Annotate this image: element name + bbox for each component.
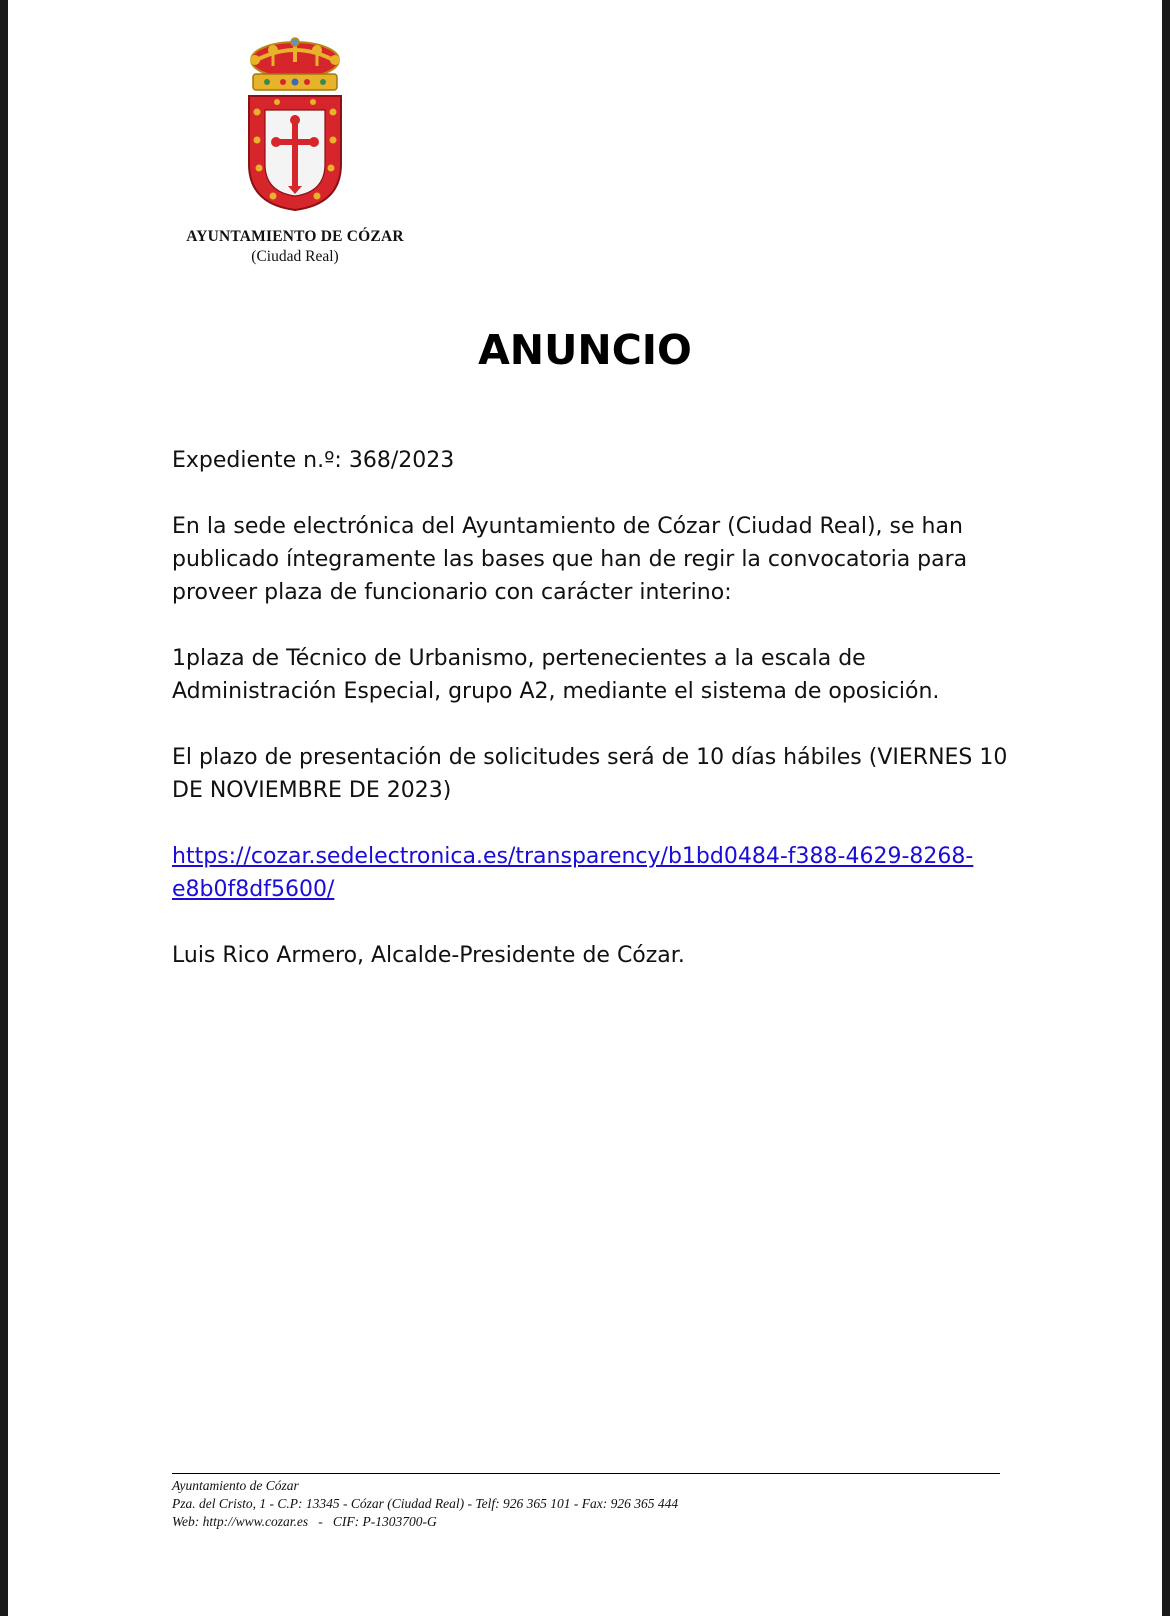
document-body bbox=[172, 444, 1012, 1005]
footer-web-cif: Web: http://www.cozar.es - CIF: P-1303700-G bbox=[172, 1514, 437, 1529]
footer-organization: Ayuntamiento de Cózar bbox=[172, 1478, 299, 1493]
paragraph-publication: En la sede electrónica del Ayuntamiento de Cózar (Ciudad Real), se han publicado íntegramente las bases que han de regir la convocatoria para proveer plaza de funcionario con carácter interino: bbox=[172, 514, 968, 605]
document-title: ANUNCIO bbox=[478, 326, 692, 374]
page-edge-left bbox=[0, 0, 8, 1616]
organization-region: (Ciudad Real) bbox=[251, 248, 339, 265]
footer-address: Pza. del Cristo, 1 - C.P: 13345 - Cózar (Ciudad Real) - Telf: 926 365 101 - Fax: 926 365 444 bbox=[172, 1496, 679, 1511]
transparency-link[interactable]: https://cozar.sedelectronica.es/transparency/b1bd0484-f388-4629-8268-e8b0f8df5600/ bbox=[172, 844, 974, 902]
coat-of-arms-icon bbox=[243, 36, 347, 216]
document-footer bbox=[172, 1473, 1000, 1531]
signature: Luis Rico Armero, Alcalde-Presidente de Cózar. bbox=[172, 943, 685, 968]
document-header bbox=[160, 36, 430, 266]
link-paragraph bbox=[172, 840, 1012, 906]
organization-name: AYUNTAMIENTO DE CÓZAR bbox=[186, 228, 404, 245]
paragraph-position: 1plaza de Técnico de Urbanismo, pertenecientes a la escala de Administración Especial, grupo A2, mediante el sistema de oposición. bbox=[172, 646, 940, 704]
page-edge-right bbox=[1162, 0, 1170, 1616]
paragraph-deadline: El plazo de presentación de solicitudes será de 10 días hábiles (VIERNES 10 DE NOVIEMBRE DE 2023) bbox=[172, 745, 1008, 803]
expediente-number: Expediente n.º: 368/2023 bbox=[172, 448, 455, 473]
